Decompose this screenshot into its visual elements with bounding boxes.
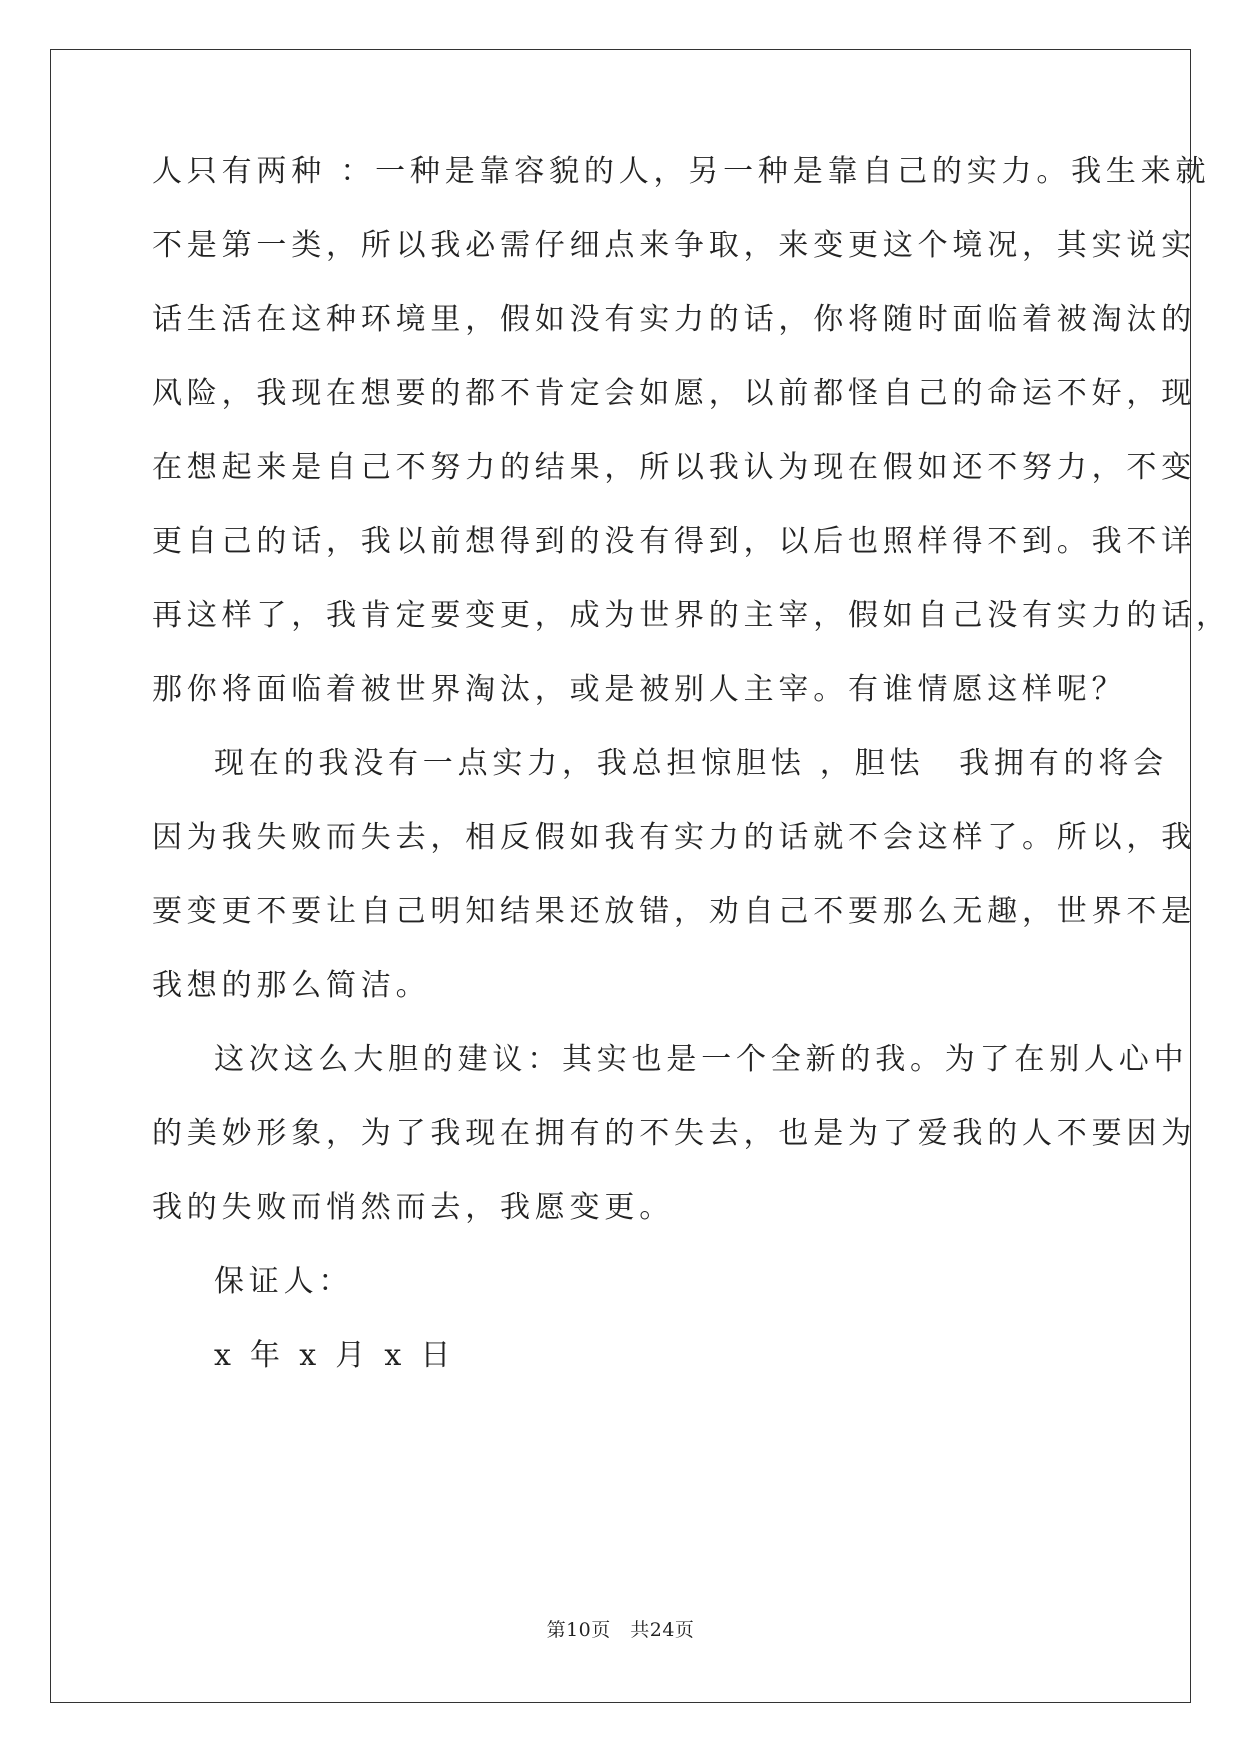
text-line-15: 我的失败而悄然而去，我愿变更。 [152,1190,674,1225]
date-line: x 年 x 月 x 日 [214,1338,456,1373]
text-line-3: 话生活在这种环境里，假如没有实力的话，你将随时面临着被淘汰的 [152,302,1196,337]
text-line-4: 风险，我现在想要的都不肯定会如愿，以前都怪自己的命运不好，现 [152,376,1196,411]
text-line-5: 在想起来是自己不努力的结果，所以我认为现在假如还不努力，不变 [152,450,1196,485]
page-number-footer: 第10页 共24页 [546,1619,695,1641]
text-line-1: 人只有两种 ：一种是靠容貌的人，另一种是靠自己的实力。我生来就 [152,154,1211,189]
text-line-14: 的美妙形象，为了我现在拥有的不失去，也是为了爱我的人不要因为 [152,1116,1196,1151]
paragraph-2-first-line: 现在的我没有一点实力，我总担惊胆怯 ，胆怯 我拥有的将会 [214,746,1168,781]
text-line-6: 更自己的话，我以前想得到的没有得到，以后也照样得不到。我不详 [152,524,1196,559]
text-line-7: 再这样了，我肯定要变更，成为世界的主宰，假如自己没有实力的话， [152,598,1231,633]
paragraph-3-first-line: 这次这么大胆的建议：其实也是一个全新的我。为了在别人心中 [214,1042,1189,1077]
page-border [50,49,1191,1703]
guarantor-label: 保证人： [214,1264,354,1299]
text-line-11: 要变更不要让自己明知结果还放错，劝自己不要那么无趣，世界不是 [152,894,1196,929]
text-line-2: 不是第一类，所以我必需仔细点来争取，来变更这个境况，其实说实 [152,228,1196,263]
text-line-12: 我想的那么简洁。 [152,968,431,1003]
text-line-10: 因为我失败而失去，相反假如我有实力的话就不会这样了。所以，我 [152,820,1196,855]
text-line-8: 那你将面临着被世界淘汰，或是被别人主宰。有谁情愿这样呢？ [152,672,1127,707]
